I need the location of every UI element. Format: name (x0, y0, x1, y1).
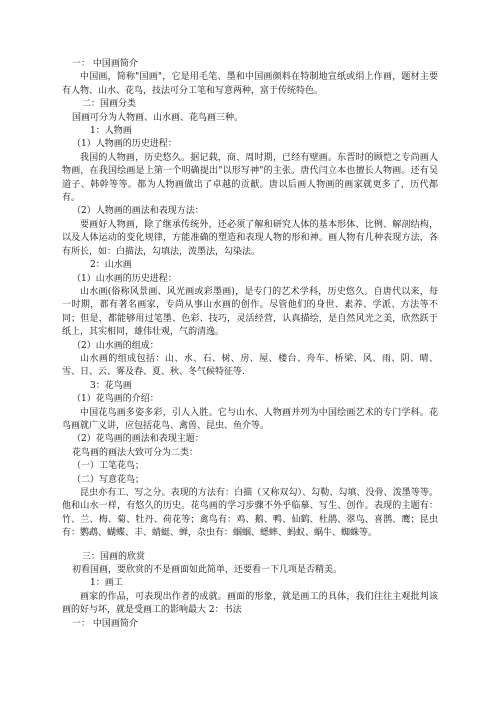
section-heading: 二：国画分类 (82, 99, 137, 110)
body-paragraph: 画家的作品，可表现出作者的成就。画面的形象，就是画工的具体，我们往往主观批判该画的好与坏，就是受画工的影响最大 2：书法 (62, 591, 438, 616)
body-paragraph: 昆虫亦有工、写之分。表现的方法有：白描（又称双勾）、勾勒、勾填、没骨、泼墨等等。他和山水一样，有悠久的历史。花鸟画的学习步骤不外乎临摹、写生、创作。表现的主题有：竹、兰、梅、菊、牡丹、荷花等；禽鸟有：鸡、鹅、鸭、仙鹤、杜鹃、翠鸟、喜鹊、鹰；昆虫有：鹦鹉、蝴蝶、丰、蜻蜓、蝉，杂虫有：蝈蝈、蟋蟀、蚂蚁、蜗牛、蜘蛛等。 (62, 488, 438, 539)
section-heading: 三：国画的欣赏 (82, 551, 146, 562)
text-line: （1）人物画的历史进程： (72, 139, 177, 150)
section-heading: 1：人物画 (90, 126, 132, 137)
text-line: 国画可分为人物画、山水画、花鸟画三种。 (72, 112, 244, 123)
section-heading: 1：画工 (90, 578, 123, 589)
text-line: （二）写意花鸟； (72, 474, 145, 485)
spacer (62, 541, 438, 551)
section-heading: 一： 中国画简介 (72, 618, 138, 629)
document-body (62, 58, 438, 631)
text-line: （2）人物画的画法和表现方法： (72, 206, 204, 217)
text-line: 花鸟画的画法大致可分为二类： (72, 447, 199, 458)
text-line: （1）山水画的历史进程： (72, 273, 177, 284)
body-paragraph: 中国画，简称"国画"，它是用毛笔、墨和中国画颜料在特制地宣纸或绢上作画，题材主要有人物、山水、花鸟，技法可分工笔和写意两种，富于传统特色。 (62, 72, 438, 96)
text-line: （1）花鸟画的介绍： (72, 394, 159, 405)
text-line: 初看国画，要欣赏的不是画面如此简单，还要看一下几项是否精美。 (72, 565, 343, 576)
body-paragraph: 我国的人物画，历史悠久。据记载，商、周时期，已经有壁画。东晋时的顾恺之专尚画人物画，在我国绘画是上第一个明确提出"以形写神"的主张。唐代闫立本也擅长人物画。还有吴道子、韩幹等等。都为人物画做出了卓越的贡献。唐以后画人物画的画家就更多了，历代都有。 (62, 152, 438, 204)
body-paragraph: 山水画(俗称风景画、风光画或彩墨画)，是专门的艺术学科，历史悠久。自唐代以来，每一时期，都有著名画家，专尚从事山水画的创作。尽管他们的身世、素养、学派、方法等不同；但是，都能够用过笔墨、色彩、技巧，灵活经营，认真描绘，是自然风光之美，欣然跃于纸上，其实相同，雄伟壮观，气韵清逸。 (62, 286, 438, 338)
text-line: （2）花鸟画的画法和表现主题： (72, 434, 204, 445)
section-heading: 3：花鸟画 (90, 380, 132, 391)
section-heading: 2：山水画 (90, 260, 132, 271)
body-paragraph: 山水画的组成包括：山、水、石、树、房、屋、楼台、舟车、桥梁、风、雨、阴、晴、雪、日、云、雾及春、夏、秋、冬气候特征等. (62, 353, 438, 378)
body-paragraph: 中国花鸟画多姿多彩，引人入胜。它与山水、人物画并列为中国绘画艺术的专门学科。花鸟画就广义讲，应包括花鸟、禽兽、昆虫、鱼介等。 (62, 407, 438, 431)
body-paragraph: 要画好人物画，除了继承传统外，还必须了解和研究人体的基本形体、比例、解剖结构，以及人体运动的变化规律，方能准确的塑造和表现人物的形和神。画人物有几种表现方法，各有所长，如：白描法，勾填法，泼墨法，勾染法。 (62, 219, 438, 257)
section-heading: 一： 中国画简介 (72, 59, 138, 69)
text-line: （2）山水画的组成： (72, 340, 159, 351)
text-line: （一）工笔花鸟； (72, 461, 145, 472)
